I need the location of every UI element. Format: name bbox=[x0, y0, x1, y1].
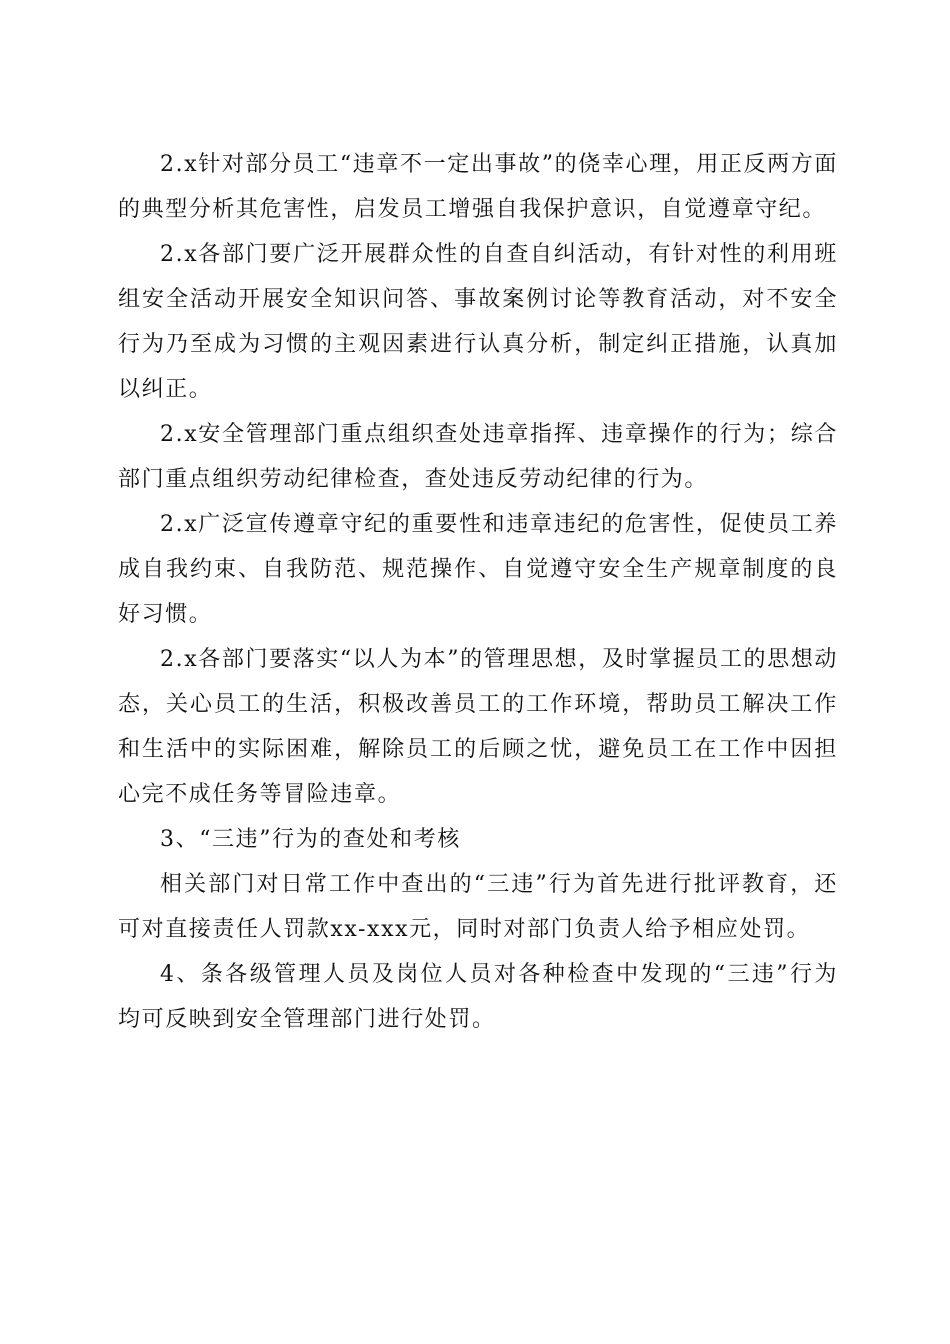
paragraph-section-3-body: 相关部门对日常工作中查出的“三违”行为首先进行批评教育，还可对直接责任人罚款xx-xxx元，同时对部门负责人给予相应处罚。 bbox=[118, 872, 838, 942]
paragraph-section-4: 4、条各级管理人员及岗位人员对各种检查中发现的“三违”行为均可反映到安全管理部门进行处罚。 bbox=[118, 962, 838, 1032]
document-body bbox=[118, 142, 838, 1042]
paragraph-measure-2x-1: 2.x针对部分员工“违章不一定出事故”的侥幸心理，用正反两方面的典型分析其危害性，启发员工增强自我保护意识，自觉遵章守纪。 bbox=[118, 152, 838, 222]
paragraph-measure-2x-5: 2.x各部门要落实“以人为本”的管理思想，及时掌握员工的思想动态，关心员工的生活，积极改善员工的工作环境，帮助员工解决工作和生活中的实际困难，解除员工的后顾之忧，避免员工在工作中因担心完不成任务等冒险违章。 bbox=[118, 647, 838, 807]
section-heading-3: 3、“三违”行为的查处和考核 bbox=[160, 827, 461, 852]
paragraph-measure-2x-3: 2.x安全管理部门重点组织查处违章指挥、违章操作的行为；综合部门重点组织劳动纪律检查，查处违反劳动纪律的行为。 bbox=[118, 422, 838, 492]
paragraph-measure-2x-2: 2.x各部门要广泛开展群众性的自查自纠活动，有针对性的利用班组安全活动开展安全知识问答、事故案例讨论等教育活动，对不安全行为乃至成为习惯的主观因素进行认真分析，制定纠正措施，认真加以纠正。 bbox=[118, 242, 838, 402]
paragraph-measure-2x-4: 2.x广泛宣传遵章守纪的重要性和违章违纪的危害性，促使员工养成自我约束、自我防范、规范操作、自觉遵守安全生产规章制度的良好习惯。 bbox=[118, 512, 838, 627]
